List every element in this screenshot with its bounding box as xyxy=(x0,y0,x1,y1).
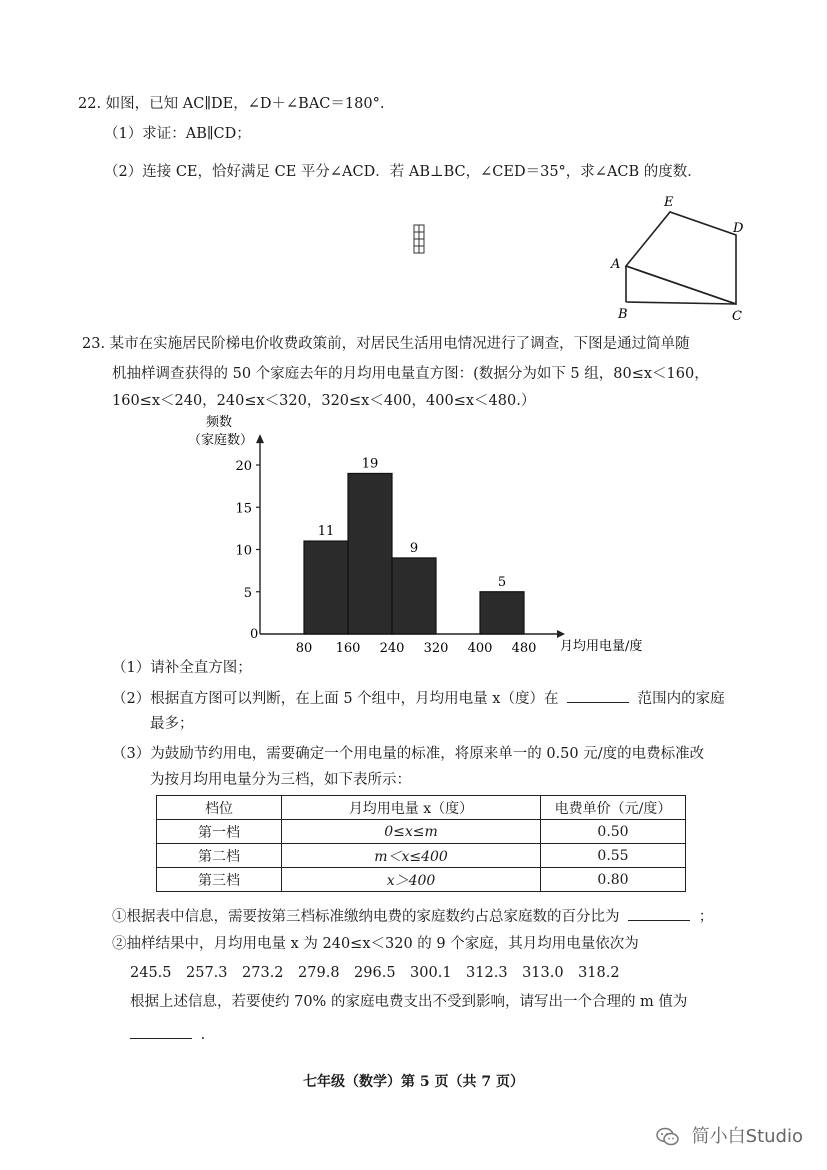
y-axis-title-line1: 频数 xyxy=(206,415,233,430)
page-footer: 七年级（数学）第 5 页（共 7 页） xyxy=(303,1074,524,1090)
bar-value-label: 5 xyxy=(497,574,507,590)
q23-part3-line2: 为按月均用电量分为三档，如下表所示： xyxy=(150,772,411,788)
histogram-bar xyxy=(348,473,392,634)
q23-part3-line1: （3）为鼓励节约用电，需要确定一个用电量的标准，将原来单一的 0.50 元/度的电费标准改 xyxy=(112,746,705,762)
q22-part2: （2）连接 CE，恰好满足 CE 平分∠ACD．若 AB⊥BC，∠CED＝35°，求∠ACB 的度数． xyxy=(104,164,702,180)
header-tier: 档位 xyxy=(157,796,282,820)
q23-stem-line1 xyxy=(82,334,690,354)
label-A: A xyxy=(611,257,621,272)
watermark-text: 简小白Studio xyxy=(691,1126,803,1147)
tier-usage: x＞400 xyxy=(282,868,541,892)
tier-name: 第一档 xyxy=(157,820,282,844)
q22-stem-text: 如图，已知 AC∥DE，∠D＋∠BAC＝180°. xyxy=(105,96,385,112)
segment-BC xyxy=(626,302,736,304)
histogram-chart xyxy=(180,410,660,655)
stamp-mark-icon xyxy=(413,224,425,254)
segment-AC xyxy=(626,266,736,304)
table-row xyxy=(157,868,686,892)
q22-stem xyxy=(78,94,384,114)
q23-stem-line3: 160≤x＜240，240≤x＜320，320≤x＜400，400≤x＜480.） xyxy=(112,393,536,409)
tier-usage: 0≤x≤m xyxy=(282,820,541,844)
q22-number: 22. xyxy=(78,96,102,112)
y-tick-label: 20 xyxy=(235,459,252,474)
x-tick-label: 480 xyxy=(511,641,537,655)
q23-stem-line1-text: 某市在实施居民阶梯电价收费政策前，对居民生活用电情况进行了调查，下图是通过简单随 xyxy=(109,336,690,352)
x-tick-label: 160 xyxy=(335,641,361,655)
q23-sub2: ②抽样结果中，月均用电量 x 为 240≤x＜320 的 9 个家庭，其月均用电量依次为 xyxy=(112,936,639,952)
tier-name: 第三档 xyxy=(157,868,282,892)
answer-blank-m-value[interactable] xyxy=(130,1024,192,1039)
origin-label: 0 xyxy=(250,627,259,642)
tier-name: 第二档 xyxy=(157,844,282,868)
histogram-bar xyxy=(392,558,436,634)
wechat-icon xyxy=(656,1127,680,1147)
tier-usage: m＜x≤400 xyxy=(282,844,541,868)
q23-sub1-text: ①根据表中信息，需要按第三档标准缴纳电费的家庭数约占总家庭数的百分比为 xyxy=(112,909,620,925)
answer-blank-percentage[interactable] xyxy=(628,906,690,921)
x-axis-arrow-icon xyxy=(557,630,565,638)
figure-quadrilateral xyxy=(626,212,736,304)
label-B: B xyxy=(618,307,628,322)
bar-value-label: 11 xyxy=(317,524,335,540)
y-tick-label: 10 xyxy=(235,543,252,559)
histogram-bar xyxy=(304,541,348,634)
x-tick-label: 80 xyxy=(295,641,313,655)
x-tick-label: 240 xyxy=(379,641,405,655)
q22-part1: （1）求证：AB∥CD； xyxy=(104,126,251,142)
y-axis-title-line2: （家庭数） xyxy=(188,433,254,448)
q23-sub1 xyxy=(112,906,713,927)
tier-price: 0.50 xyxy=(541,820,686,844)
watermark xyxy=(656,1122,803,1148)
q23-number: 23. xyxy=(82,336,106,352)
y-tick-label: 5 xyxy=(243,585,252,601)
q23-sample-values: 245.5 257.3 273.2 279.8 296.5 300.1 312.3 313.0 318.2 xyxy=(130,965,620,981)
tier-price: 0.80 xyxy=(541,868,686,892)
tier-price: 0.55 xyxy=(541,844,686,868)
q23-sub1-end: ； xyxy=(698,909,714,925)
x-tick-label: 400 xyxy=(467,641,493,655)
q23-sub2-end: . xyxy=(200,1027,206,1043)
tier-table-header xyxy=(157,796,686,820)
x-tick-label: 320 xyxy=(423,641,449,655)
q23-part2-cont: 最多； xyxy=(150,716,194,732)
table-row xyxy=(157,820,686,844)
header-usage: 月均用电量 x（度） xyxy=(282,796,541,820)
answer-blank-range[interactable] xyxy=(567,688,629,703)
bar-value-label: 9 xyxy=(409,540,419,556)
table-row xyxy=(157,844,686,868)
y-axis-arrow-icon xyxy=(256,434,264,443)
histogram-bar xyxy=(480,592,524,634)
q23-part2-text: （2）根据直方图可以判断，在上面 5 个组中，月均用电量 x（度）在 xyxy=(112,691,559,707)
y-tick-label: 15 xyxy=(235,501,252,517)
bar-value-label: 19 xyxy=(361,456,379,472)
q23-part2-text-end: 范围内的家庭 xyxy=(637,691,725,707)
header-price: 电费单价（元/度） xyxy=(541,796,686,820)
tier-table xyxy=(156,795,686,892)
label-C: C xyxy=(732,309,742,324)
q23-part2 xyxy=(112,688,725,709)
q23-sub2-line3: 根据上述信息，若要使约 70% 的家庭电费支出不受到影响，请写出一个合理的 m 值为 xyxy=(130,994,688,1010)
x-axis-title: 月均用电量/度 xyxy=(560,639,643,654)
label-D: D xyxy=(733,221,744,236)
q23-part1: （1）请补全直方图； xyxy=(112,660,252,676)
q23-sub2-answer xyxy=(126,1024,205,1045)
q23-stem-line2: 机抽样调查获得的 50 个家庭去年的月均用电量直方图：(数据分为如下 5 组，80≤x＜160， xyxy=(112,366,709,382)
label-E: E xyxy=(664,195,674,210)
q22-figure xyxy=(600,190,770,330)
